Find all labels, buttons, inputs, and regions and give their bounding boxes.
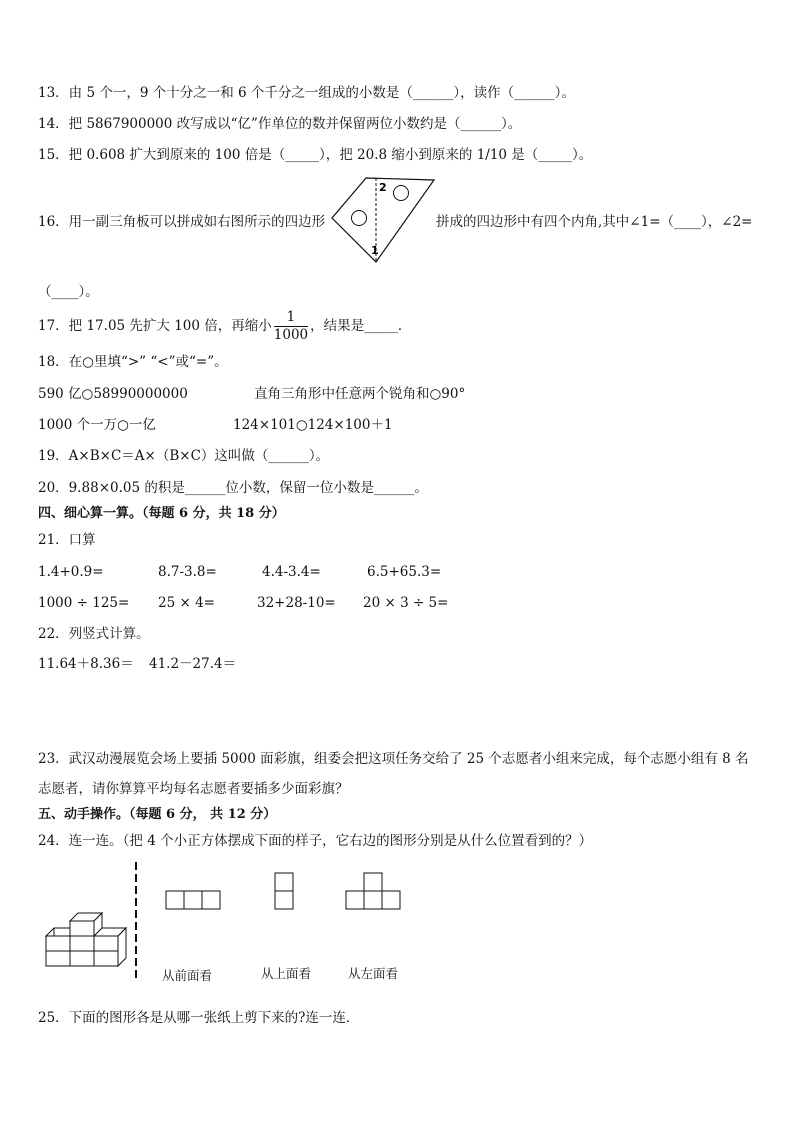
oral-calc-4: 6.5+65.3= xyxy=(367,564,442,580)
question-25: 25．下面的图形各是从哪一张纸上剪下来的?连一连． xyxy=(38,1010,360,1026)
question-16-text-c: （____）。 xyxy=(38,284,99,300)
oral-calc-7: 32+28-10= xyxy=(257,595,336,611)
oral-calc-8: 20 × 3 ÷ 5= xyxy=(363,595,449,611)
question-16-text-a: 16．用一副三角板可以拼成如右图所示的四边形 xyxy=(38,214,326,230)
question-18-c: 1000 个一万○一亿 xyxy=(38,417,156,433)
question-23-line-2: 志愿者，请你算算平均每名志愿者要插多少面彩旗？ xyxy=(38,781,349,797)
question-17 xyxy=(38,308,411,344)
caption-top-view: 从上面看 xyxy=(261,966,312,981)
question-18: 18．在○里填“>” “<”或“=”。 xyxy=(38,354,228,370)
fraction-denominator: 1000 xyxy=(273,327,309,343)
question-18-d: 124×101○124×100＋1 xyxy=(233,417,393,433)
fraction-numerator: 1 xyxy=(274,309,308,327)
angle-label-1: 1 xyxy=(371,244,379,257)
question-18-b: 直角三角形中任意两个锐角和○90° xyxy=(254,386,466,402)
cube-stack-figure xyxy=(44,908,128,970)
dashed-divider xyxy=(134,862,138,982)
question-22-b: 41.2－27.4＝ xyxy=(149,656,237,672)
question-17-post: ，结果是_____． xyxy=(310,318,412,334)
left-view-figure xyxy=(345,872,401,910)
question-21: 21．口算 xyxy=(38,532,96,548)
question-23-line-1: 23．武汉动漫展览会场上要插 5000 面彩旗，组委会把这项任务交给了 25 个志愿者小组来完成，每个志愿小组有 8 名 xyxy=(38,751,749,767)
question-20: 20．9.88×0.05 的积是______位小数，保留一位小数是______。 xyxy=(38,480,428,496)
question-17-pre: 17．把 17.05 先扩大 100 倍，再缩小 xyxy=(38,318,272,334)
section-5-heading: 五、动手操作。（每题 6 分， 共 12 分） xyxy=(38,807,277,822)
caption-left-view: 从左面看 xyxy=(348,966,399,981)
oral-calc-3: 4.4-3.4= xyxy=(262,564,321,580)
oral-calc-2: 8.7-3.8= xyxy=(158,564,217,580)
quadrilateral-figure xyxy=(330,176,440,264)
section-4-heading: 四、细心算一算。（每题 6 分，共 18 分） xyxy=(38,506,285,521)
question-22-a: 11.64＋8.36＝ xyxy=(38,656,134,672)
caption-front-view: 从前面看 xyxy=(162,968,213,983)
question-19: 19．A×B×C＝A×（B×C）这叫做（______）。 xyxy=(38,448,330,464)
question-14: 14．把 5867900000 改写成以“亿”作单位的数并保留两位小数约是（______）。 xyxy=(38,116,522,132)
oral-calc-5: 1000 ÷ 125= xyxy=(38,595,130,611)
oral-calc-1: 1.4+0.9= xyxy=(38,564,104,580)
question-13: 13．由 5 个一，9 个十分之一和 6 个千分之一组成的小数是（______），读作（______）。 xyxy=(38,85,575,101)
question-24: 24．连一连。（把 4 个小正方体摆成下面的样子，它右边的图形分别是从什么位置看到的？） xyxy=(38,833,593,849)
front-view-figure xyxy=(165,890,221,910)
oral-calc-6: 25 × 4= xyxy=(158,595,215,611)
fraction xyxy=(274,309,308,344)
question-18-a: 590 亿○58990000000 xyxy=(38,386,188,402)
question-15: 15．把 0.608 扩大到原来的 100 倍是（_____），把 20.8 缩小到原来的 1/10 是（_____）。 xyxy=(38,147,593,163)
question-16-text-b: 拼成的四边形中有四个内角,其中∠1=（____），∠2= xyxy=(436,214,753,230)
question-22: 22．列竖式计算。 xyxy=(38,626,150,642)
top-view-figure xyxy=(274,872,294,910)
angle-label-2: 2 xyxy=(379,181,387,194)
